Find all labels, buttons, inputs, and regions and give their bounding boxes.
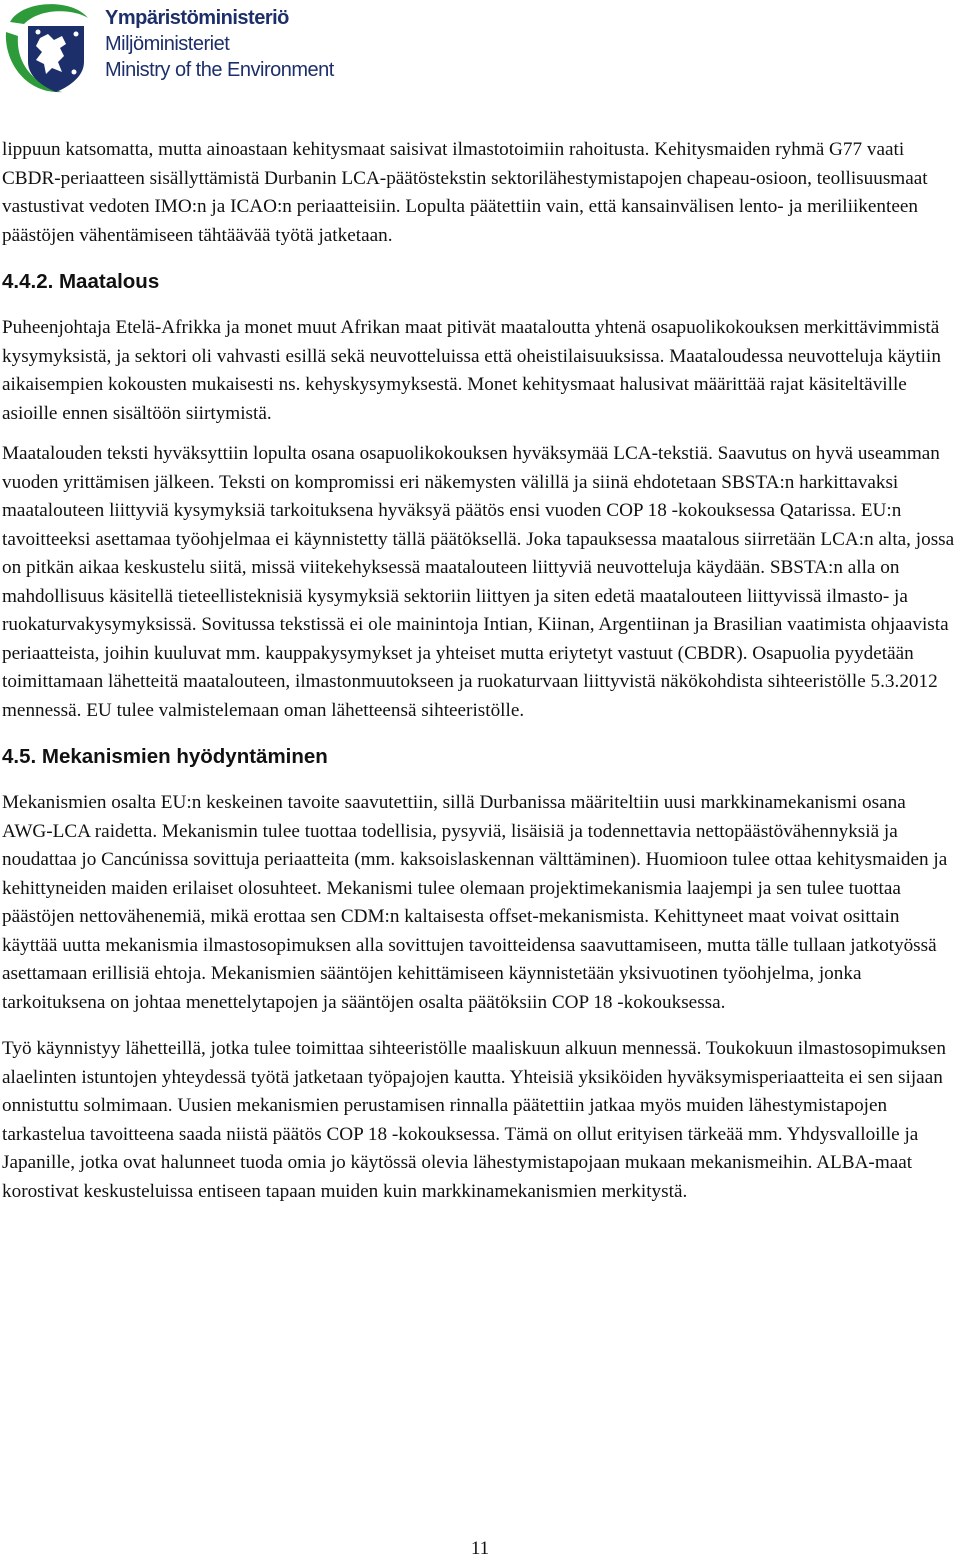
intro-paragraph: lippuun katsomatta, mutta ainoastaan kehitysmaat saisivat ilmastotoimiin rahoitusta. Kehitysmaiden ryhmä G77 vaati CBDR-periaatteen sisällyttämistä Durbanin LCA-päätöstekstin sektorilähestymistapojen chapeau-osioon, teollisuusmaat vastustivat vedoten IMO:n ja ICAO:n periaatteisiin. Lopulta päätettiin vain, että kansainvälisen lento- ja meriliikenteen päästöjen vähentämiseen tähtäävää työtä jatketaan. bbox=[2, 139, 928, 246]
section-heading-maatalous: 4.4.2. Maatalous bbox=[2, 270, 160, 293]
document-body bbox=[2, 136, 957, 1206]
ministry-name-sv: Miljöministeriet bbox=[105, 33, 230, 55]
section-heading-mekanismit: 4.5. Mekanismien hyödyntäminen bbox=[2, 745, 328, 768]
paragraph: Mekanismien osalta EU:n keskeinen tavoite saavutettiin, sillä Durbanissa määriteltiin uusi markkinamekanismi osana AWG-LCA raidetta. Mekanismin tulee tuottaa todellisia, pysyviä, lisäisiä ja todennettavia nettopäästövähennyksiä ja noudattaa jo Cancúnissa sovittuja periaatteita (mm. kaksoislaskennan välttäminen). Huomioon tulee ottaa kehitysmaiden ja kehittyneiden maiden erilaiset olosuhteet. Mekanismi tulee olemaan projektimekanismia laajempi ja sen tulee tuottaa päästöjen nettovähenemiä, mikä erottaa sen CDM:n kaltaisesta offset-mekanismista. Kehittyneet maat voivat osittain käyttää uutta mekanismia ilmastosopimuksen alla sovittujen tavoitteidensa saavuttamiseen, mutta tälle tullaan jatkotyössä asettamaan erillisiä ehtoja. Mekanismien sääntöjen kehittämiseen käynnistetään yksivuotinen työohjelma, jonka tarkoituksena on johtaa menettelytapojen ja sääntöjen osalta päätöksiin COP 18 -kokouksessa. bbox=[2, 792, 948, 1013]
page-number: 11 bbox=[470, 1538, 490, 1559]
ministry-name bbox=[105, 8, 334, 80]
ministry-header bbox=[0, 0, 360, 100]
ministry-name-fi: Ympäristöministeriö bbox=[105, 7, 289, 29]
ministry-name-en: Ministry of the Environment bbox=[105, 59, 334, 81]
paragraph: Työ käynnistyy lähetteillä, jotka tulee toimittaa sihteeristölle maaliskuun alkuun mennessä. Toukokuun ilmastosopimuksen alaelinten istuntojen yhteydessä työtä jatketaan työpajojen kautta. Yhteisiä yksiköiden hyväksymisperiaatteita ei sen sijaan onnistuttu solmimaan. Uusien mekanismien perustamisen rinnalla päätettiin jatkaa myös muiden lähestymistapojen tarkastelua tavoitteena saada niistä päätös COP 18 -kokouksessa. Tämä on ollut erityisen tärkeää mm. Yhdysvalloille ja Japanille, jotka ovat halunneet tuoda omia jo käytössä olevia lähestymistapojaan mukaan mekanismeihin. ALBA-maat korostivat keskusteluissa entiseen tapaan muiden kuin markkinamekanismien merkitystä. bbox=[2, 1038, 946, 1202]
paragraph: Puheenjohtaja Etelä-Afrikka ja monet muut Afrikan maat pitivät maataloutta yhtenä osapuolikokouksen merkittävimmistä kysymyksistä, ja sektori oli vahvasti esillä sekä neuvotteluissa että oheistilaisuuksissa. Maataloudessa neuvotteluja käytiin aikaisempien kokousten mukaisesti ns. kehyskysymyksestä. Monet kehitysmaat halusivat määrittää rajat käsiteltäville asioille ennen sisältöön siirtymistä. bbox=[2, 317, 941, 424]
finnish-lion-crest-icon bbox=[2, 2, 98, 96]
paragraph: Maatalouden teksti hyväksyttiin lopulta osana osapuolikokouksen hyväksymää LCA-tekstiä. Saavutus on hyvä useamman vuoden yrittämisen jälkeen. Teksti on kompromissi eri näkemysten välillä ja siinä ehdotetaan SBSTA:n harkittavaksi maatalouteen liittyviä kysymyksiä tarkoituksena hyväksyä päätös ensi vuoden COP 18 -kokouksessa Qatarissa. EU:n tavoitteeksi asettamaa työohjelmaa ei käynnistetty tällä päätöksellä. Joka tapauksessa maatalous siirretään LCA:n alta, jossa on pitkän aikaa keskustelu siitä, missä viitekehyksessä maatalouteen liittyviä neuvotteluja käydään. SBSTA:n alla on mahdollisuus käsitellä tieteellisteknisiä kysymyksiä sektoriin liittyen ja siten edetä maatalouteen liittyvissä ilmasto- ja ruokaturvakysymyksissä. Sovitussa tekstissä ei ole mainintoja Intian, Kiinan, Argentiinan ja Brasilian vaatimista ohjaavista periaatteista, joihin kuuluvat mm. kauppakysymykset ja yhteiset mutta eriytetyt vastuut (CBDR). Osapuolia pyydetään toimittamaan lähetteitä maatalouteen, ilmastonmuutokseen ja ruokaturvaan liittyvistä näkökohdista sihteeristölle 5.3.2012 mennessä. EU tulee valmistelemaan oman lähetteensä sihteeristölle. bbox=[2, 443, 955, 721]
